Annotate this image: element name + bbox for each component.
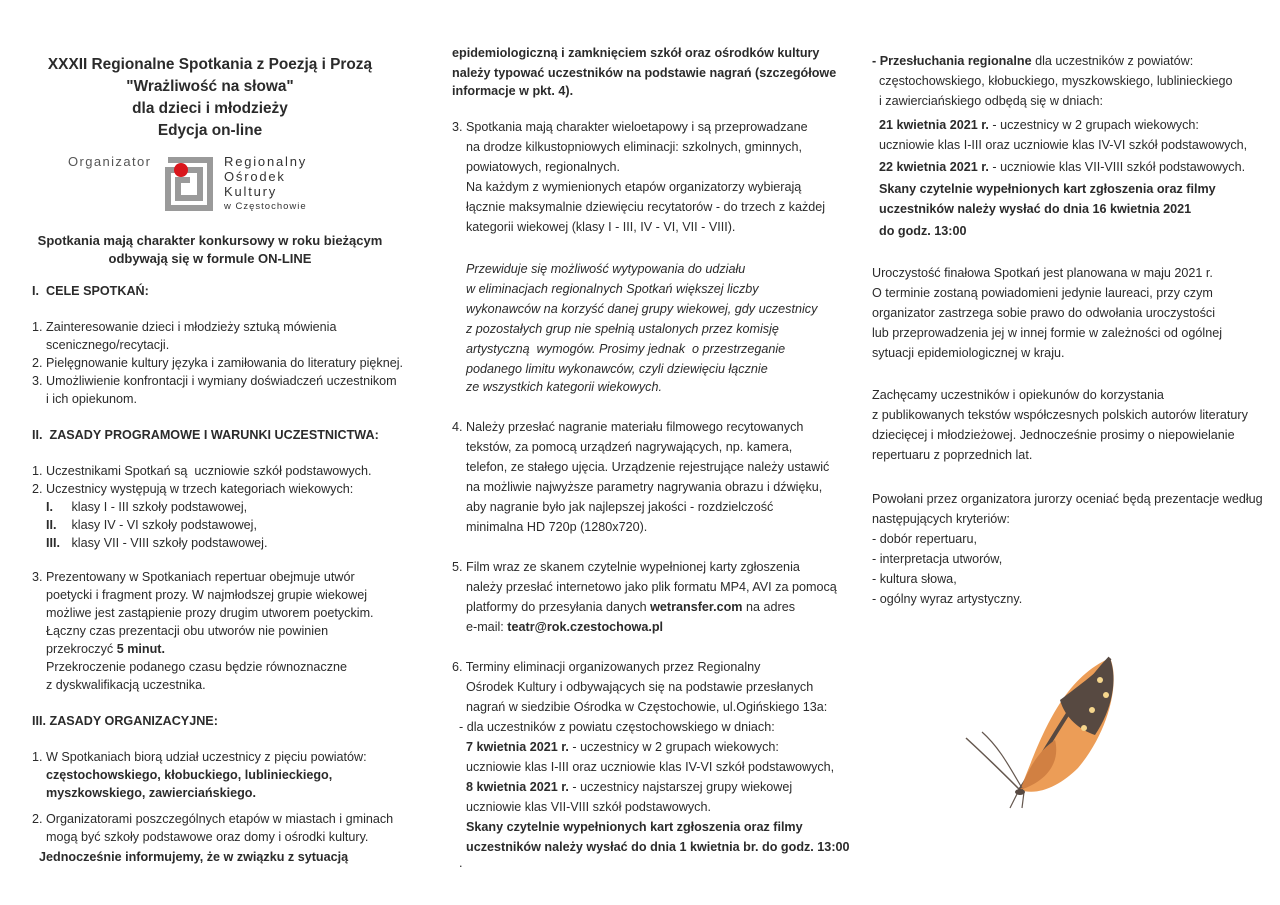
emphasis-text: 7 kwietnia 2021 r.	[466, 740, 569, 754]
col1-line	[46, 516, 257, 534]
col2-line	[452, 118, 808, 136]
line-text: przekroczyć	[32, 642, 117, 656]
col3-line	[872, 550, 1002, 568]
col2-line	[452, 718, 775, 736]
line-text: 1. W Spotkaniach biorą udział uczestnicy z pięciu powiatów:	[32, 750, 367, 764]
col1-line	[32, 282, 149, 300]
line-text: i ich opiekunom.	[32, 392, 137, 406]
line-text: 4. Należy przesłać nagranie materiału filmowego recytowanych	[452, 420, 804, 434]
col2-line	[452, 598, 795, 616]
col2-line	[452, 64, 836, 82]
col2-line	[452, 854, 463, 872]
line-text: następujących kryteriów:	[872, 512, 1010, 526]
line-text: 3. Spotkania mają charakter wieloetapowy i są przeprowadzane	[452, 120, 808, 134]
col3-line	[872, 590, 1022, 608]
col1-line	[32, 586, 367, 604]
line-text: z dyskwalifikacją uczestnika.	[32, 678, 206, 692]
emphasis-text: teatr@rok.czestochowa.pl	[507, 620, 664, 634]
line-text: I. CELE SPOTKAŃ:	[32, 284, 149, 298]
col1-line	[32, 640, 165, 658]
col2-line	[452, 738, 779, 756]
col2-line	[452, 280, 759, 298]
emphasis-text: 22 kwietnia 2021 r.	[879, 160, 989, 174]
line-text: uczestników należy wysłać do dnia 1 kwietnia br. do godz. 13:00	[452, 840, 850, 854]
col3-line	[872, 426, 1235, 444]
doc-title-line-1: XXXII Regionalne Spotkania z Poezją i Prozą	[47, 56, 373, 73]
col2-line	[452, 178, 801, 196]
line-text: Powołani przez organizatora jurorzy oceniać będą prezentacje według	[872, 492, 1263, 506]
col1-line	[32, 318, 336, 336]
line-text: poetycki i fragment prozy. W najmłodszej grupie wiekowej	[32, 588, 368, 602]
line-text: podanego limitu wykonawców, czyli dziewięciu łącznie	[452, 362, 768, 376]
line-text: 2. Pielęgnowanie kultury języka i zamiłowania do literatury pięknej.	[32, 356, 404, 370]
col1-line	[32, 390, 137, 408]
intro-line-2: odbywają się w formule ON-LINE	[108, 251, 312, 266]
line-text: dziecięcej i młodzieżowej. Jednocześnie prosimy o niepowielanie	[872, 428, 1235, 442]
line-text	[872, 118, 879, 132]
col2-line	[452, 458, 829, 476]
line-text: wykonawców na korzyść danej grupy wiekowej, gdy uczestnicy	[452, 302, 818, 316]
col2-line	[452, 158, 620, 176]
col3-line	[872, 92, 1103, 110]
line-text: do godz. 13:00	[872, 224, 967, 238]
col2-line	[452, 478, 822, 496]
line-text: - dobór repertuaru,	[872, 532, 978, 546]
doc-title-line-4: Edycja on-line	[157, 122, 263, 139]
doc-title-line-2: "Wrażliwość na słowa"	[126, 78, 294, 95]
line-text: mogą być szkoły podstawowe oraz domy i ośrodki kultury.	[32, 830, 369, 844]
line-text: III. ZASADY ORGANIZACYJNE:	[32, 714, 218, 728]
line-text: organizator zastrzega sobie prawo do odwołania uroczystości	[872, 306, 1216, 320]
col1-line	[32, 426, 379, 444]
category-label: klasy VII - VIII szkoły podstawowej.	[68, 536, 268, 550]
col3-line	[872, 446, 1032, 464]
col2-line	[452, 260, 745, 278]
col3-line	[872, 570, 957, 588]
col2-line	[452, 300, 817, 318]
col2-line	[452, 758, 834, 776]
doc-title-line-3: dla dzieci i młodzieży	[132, 100, 288, 117]
line-text: i zawierciańskiego odbędą się w dniach:	[872, 94, 1104, 108]
col2-line	[452, 438, 792, 456]
line-text: scenicznego/recytacji.	[32, 338, 170, 352]
line-text: nagrań w siedzibie Ośrodka w Częstochowie, ul.Ogińskiego 13a:	[452, 700, 828, 714]
line-text	[452, 780, 466, 794]
col1-line	[32, 828, 368, 846]
col2-line	[452, 218, 735, 236]
col2-line	[452, 360, 768, 378]
col2-line	[452, 558, 800, 576]
line-text: 5. Film wraz ze skanem czytelnie wypełnionej karty zgłoszenia	[452, 560, 800, 574]
category-label: klasy IV - VI szkoły podstawowej,	[68, 518, 257, 532]
line-text: na możliwie najwyższe parametry nagrywania obrazu i dźwięku,	[452, 480, 823, 494]
col2-line	[452, 818, 803, 836]
logo-line-1: Regionalny	[224, 154, 308, 169]
rok-logo-icon	[164, 156, 214, 212]
line-text: uczestników należy wysłać do dnia 16 kwietnia 2021	[872, 202, 1192, 216]
line-text: Ośrodek Kultury i odbywających się na podstawie przesłanych	[452, 680, 814, 694]
col2-line	[452, 698, 827, 716]
line-text: II. ZASADY PROGRAMOWE I WARUNKI UCZESTNICTWA:	[32, 428, 379, 442]
col3-line	[872, 344, 1065, 362]
line-text: sytuacji epidemiologicznej w kraju.	[872, 346, 1065, 360]
line-text: tekstów, za pomocą urządzeń nagrywających, np. kamera,	[452, 440, 793, 454]
col1-line	[32, 354, 403, 372]
line-text: minimalna HD 720p (1280x720).	[452, 520, 648, 534]
col2-line	[452, 578, 837, 596]
line-text: częstochowskiego, kłobuckiego, lublinieckiego,	[32, 768, 333, 782]
col2-line	[452, 340, 785, 358]
col1-line	[32, 372, 397, 390]
col1-line	[32, 480, 353, 498]
col3-line	[872, 284, 1213, 302]
col2-line	[452, 658, 760, 676]
col3-line	[872, 136, 1247, 154]
line-text: platformy do przesyłania danych	[452, 600, 651, 614]
line-text: O terminie zostaną powiadomieni jedynie laureaci, przy czym	[872, 286, 1213, 300]
line-text: - kultura słowa,	[872, 572, 957, 586]
line-text: możliwe jest zastąpienie prozy drugim utworem poetyckim.	[32, 606, 374, 620]
col1-line	[32, 462, 371, 480]
line-text: aby nagranie było jak najlepszej jakości - rozdzielczość	[452, 500, 774, 514]
butterfly-image	[960, 640, 1120, 810]
col2-line	[452, 378, 662, 396]
line-text: uczniowie klas I-III oraz uczniowie klas IV-VI szkół podstawowych,	[872, 138, 1248, 152]
line-text: Skany czytelnie wypełnionych kart zgłoszenia oraz filmy	[452, 820, 803, 834]
line-text: repertuaru z poprzednich lat.	[872, 448, 1033, 462]
col3-line	[872, 72, 1233, 90]
col2-line	[452, 418, 803, 436]
line-text-tail: - uczestnicy najstarszej grupy wiekowej	[568, 780, 793, 794]
col3-line	[872, 530, 977, 548]
line-text: łącznie maksymalnie dziewięciu recytatorów - do trzech z każdej	[452, 200, 826, 214]
line-text: uczniowie klas VII-VIII szkół podstawowych.	[452, 800, 711, 814]
line-text: Uroczystość finałowa Spotkań jest planowana w maju 2021 r.	[872, 266, 1213, 280]
col3-line	[872, 116, 1199, 134]
line-text: 3. Umożliwienie konfrontacji i wymiany doświadczeń uczestnikom	[32, 374, 397, 388]
col2-line	[452, 518, 647, 536]
logo-line-4: w Częstochowie	[224, 201, 307, 212]
col1-line	[46, 498, 247, 516]
line-text: - interpretacja utworów,	[872, 552, 1003, 566]
col3-line	[872, 304, 1215, 322]
col2-line	[452, 838, 850, 856]
line-text-tail: dla uczestników z powiatów:	[1031, 54, 1194, 68]
line-text: 1. Zainteresowanie dzieci i młodzieży sztuką mówienia	[32, 320, 337, 334]
emphasis-text: 21 kwietnia 2021 r.	[879, 118, 989, 132]
line-text: Przekroczenie podanego czasu będzie równoznaczne	[32, 660, 348, 674]
line-text-tail: - uczestnicy w 2 grupach wiekowych:	[988, 118, 1199, 132]
col2-line	[452, 778, 792, 796]
line-text: Skany czytelnie wypełnionych kart zgłoszenia oraz filmy	[872, 182, 1216, 196]
col1-line	[32, 676, 206, 694]
line-text: częstochowskiego, kłobuckiego, myszkowskiego, lublinieckiego	[872, 74, 1233, 88]
line-text: kategorii wiekowej (klasy I - III, IV - VI, VII - VIII).	[452, 220, 736, 234]
line-text: 2. Organizatorami poszczególnych etapów w miastach i gminach	[32, 812, 394, 826]
line-text: myszkowskiego, zawierciańskiego.	[32, 786, 256, 800]
logo-line-2: Ośrodek	[224, 169, 286, 184]
line-text: Przewiduje się możliwość wytypowania do udziału	[452, 262, 746, 276]
col1-line	[32, 810, 393, 828]
col3-line	[872, 222, 966, 240]
col3-line	[872, 158, 1245, 176]
col2-line	[452, 320, 779, 338]
col1-line	[32, 784, 256, 802]
line-text: z publikowanych tekstów współczesnych polskich autorów literatury	[872, 408, 1248, 422]
col3-line	[872, 324, 1222, 342]
line-text: .	[452, 856, 463, 870]
col1-line	[32, 622, 328, 640]
col1-line	[32, 658, 347, 676]
col3-line	[872, 386, 1164, 404]
col1-line	[32, 604, 374, 622]
col2-line	[452, 798, 711, 816]
category-number: I.	[46, 500, 53, 514]
line-text: ze wszystkich kategorii wiekowych.	[452, 380, 662, 394]
line-text: należy przesłać internetowo jako plik formatu MP4, AVI za pomocą	[452, 580, 837, 594]
line-text: informacje w pkt. 4).	[452, 84, 574, 98]
col1-line	[32, 336, 169, 354]
line-text: e-mail:	[452, 620, 508, 634]
emphasis-text: wetransfer.com	[650, 600, 743, 614]
col1-line	[46, 534, 267, 552]
line-text: należy typować uczestników na podstawie nagrań (szczegółowe	[452, 66, 837, 80]
col3-line	[872, 52, 1193, 70]
line-text-tail: na adres	[742, 600, 796, 614]
col2-line	[452, 618, 663, 636]
line-text: Na każdym z wymienionych etapów organizatorzy wybierają	[452, 180, 802, 194]
emphasis-text: - Przesłuchania regionalne	[872, 54, 1032, 68]
col1-line	[32, 848, 348, 866]
col2-line	[452, 138, 802, 156]
line-text: artystyczną wymogów. Prosimy jednak o przestrzeganie	[452, 342, 786, 356]
line-text: lub przeprowadzenia jej w innej formie w zależności od ogólnej	[872, 326, 1223, 340]
line-text: na drodze kilkustopniowych eliminacji: szkolnych, gminnych,	[452, 140, 802, 154]
col3-line	[872, 406, 1248, 424]
col3-line	[872, 510, 1010, 528]
col2-line	[452, 82, 573, 100]
line-text: 3. Prezentowany w Spotkaniach repertuar obejmuje utwór	[32, 570, 355, 584]
line-text: powiatowych, regionalnych.	[452, 160, 621, 174]
col3-line	[872, 264, 1213, 282]
line-text	[872, 160, 879, 174]
category-label: klasy I - III szkoły podstawowej,	[68, 500, 248, 514]
line-text: Zachęcamy uczestników i opiekunów do korzystania	[872, 388, 1164, 402]
organizer-label: Organizator	[68, 154, 152, 169]
line-text: telefon, ze stałego ujęcia. Urządzenie rejestrujące należy ustawić	[452, 460, 830, 474]
line-text: - dla uczestników z powiatu częstochowskiego w dniach:	[452, 720, 775, 734]
line-text: epidemiologiczną i zamknięciem szkół oraz ośrodków kultury	[452, 46, 820, 60]
emphasis-text: 5 minut.	[116, 642, 165, 656]
category-number: III.	[46, 536, 60, 550]
line-text-tail: - uczniowie klas VII-VIII szkół podstawowych.	[988, 160, 1246, 174]
intro-line-1: Spotkania mają charakter konkursowy w roku bieżącym	[37, 233, 383, 248]
col1-line	[32, 766, 332, 784]
line-text: - ogólny wyraz artystyczny.	[872, 592, 1023, 606]
logo-line-3: Kultury	[224, 184, 278, 199]
line-text-tail: - uczestnicy w 2 grupach wiekowych:	[568, 740, 779, 754]
col3-line	[872, 180, 1216, 198]
line-text: w eliminacjach regionalnych Spotkań większej liczby	[452, 282, 759, 296]
col2-line	[452, 44, 819, 62]
col2-line	[452, 498, 773, 516]
category-number: II.	[46, 518, 57, 532]
line-text: Jednocześnie informujemy, że w związku z sytuacją	[32, 850, 349, 864]
col3-line	[872, 200, 1191, 218]
col3-line	[872, 490, 1263, 508]
emphasis-text: 8 kwietnia 2021 r.	[466, 780, 569, 794]
line-text: 6. Terminy eliminacji organizowanych przez Regionalny	[452, 660, 761, 674]
col1-line	[32, 712, 218, 730]
col1-line	[32, 568, 355, 586]
line-text: 1. Uczestnikami Spotkań są uczniowie szkół podstawowych.	[32, 464, 372, 478]
line-text	[452, 740, 466, 754]
col1-line	[32, 748, 367, 766]
line-text: 2. Uczestnicy występują w trzech kategoriach wiekowych:	[32, 482, 354, 496]
logo-wordmark	[224, 154, 307, 214]
line-text: z pozostałych grup nie spełnią ustalonych przez komisję	[452, 322, 779, 336]
line-text: uczniowie klas I-III oraz uczniowie klas IV-VI szkół podstawowych,	[452, 760, 835, 774]
col2-line	[452, 198, 825, 216]
line-text: Łączny czas prezentacji obu utworów nie powinien	[32, 624, 329, 638]
col2-line	[452, 678, 813, 696]
